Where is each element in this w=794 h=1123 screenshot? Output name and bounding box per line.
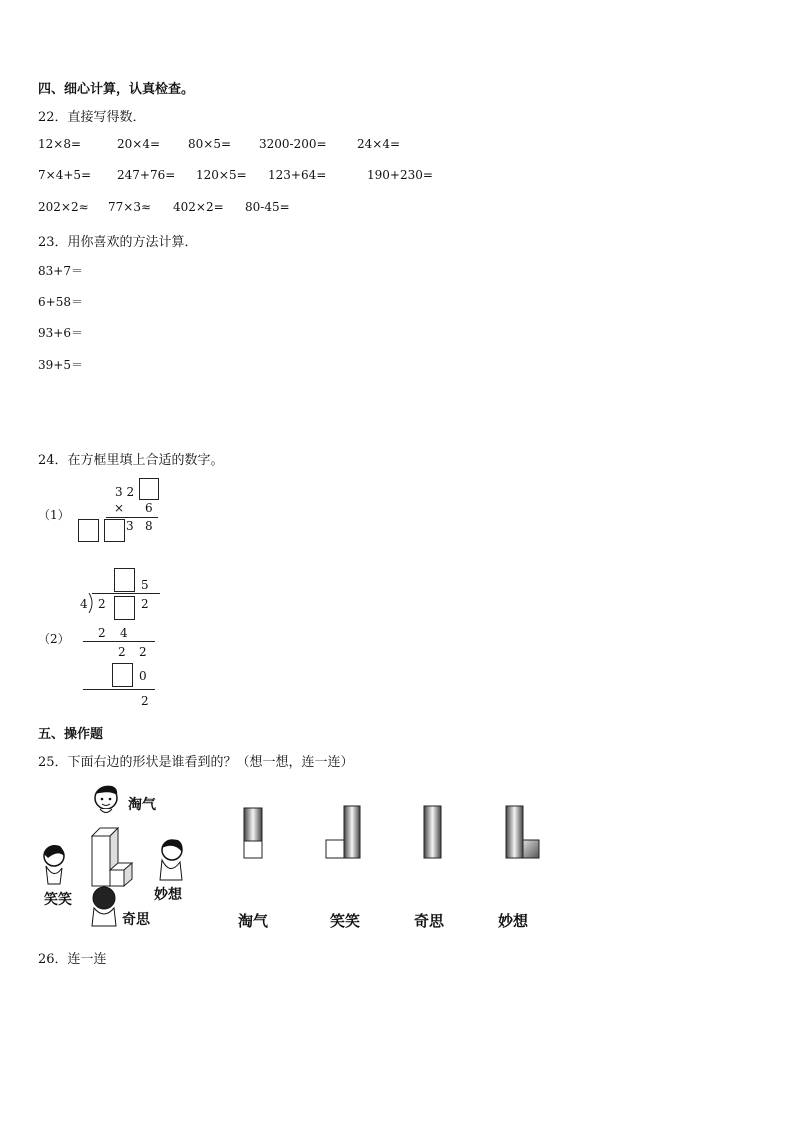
q22-r2-3: 120×5= xyxy=(196,168,247,182)
q22-r1-4: 3200-200= xyxy=(259,137,327,151)
view-label-4: 妙想 xyxy=(498,912,529,930)
kid-miaoxiang-figure xyxy=(160,840,183,880)
q22-r1-2: 20×4= xyxy=(117,137,161,151)
q22-r3-2: 77×3≈ xyxy=(108,200,152,214)
q24-p2-rem1-2b: 2 xyxy=(139,645,147,659)
q24-p2-sub2-0: 0 xyxy=(139,669,147,683)
q22-r1-1: 12×8= xyxy=(38,137,82,151)
q24-p1-blank-2[interactable] xyxy=(104,519,125,542)
q25-title: 25．下面右边的形状是谁看到的？（想一想，连一连） xyxy=(38,755,354,770)
q23-item-1: 83+7＝ xyxy=(38,264,83,278)
section-5-heading: 五、操作题 xyxy=(38,727,104,742)
q24-p2-dividend-2: 2 xyxy=(98,597,106,611)
q23-item-2: 6+58＝ xyxy=(38,295,83,309)
q24-p2-rem1-2a: 2 xyxy=(118,645,126,659)
q24-p1-blank-1[interactable] xyxy=(78,519,99,542)
q24-p2-divisor: 4 xyxy=(80,597,88,611)
q22-r2-5: 190+230= xyxy=(367,168,433,182)
q24-p2-remainder: 2 xyxy=(141,694,149,708)
kid-label-qisi: 奇思 xyxy=(122,912,150,928)
q22-title: 22．直接写得数． xyxy=(38,110,146,125)
view-3-shape xyxy=(424,806,441,858)
view-4-shape xyxy=(506,806,539,858)
q24-p2-division-bracket xyxy=(88,593,96,613)
q24-p2-sub1-2: 2 xyxy=(98,626,106,640)
q24-p2-blank-dividend[interactable] xyxy=(114,596,135,620)
q24-p1-top-digits: 3 2 xyxy=(115,485,135,499)
kid-label-taoqi: 淘气 xyxy=(128,797,156,813)
q25-views xyxy=(230,800,560,866)
view-1-shape xyxy=(244,808,262,858)
kid-xiaoxiao-figure xyxy=(44,845,64,884)
q22-r2-2: 247+76= xyxy=(117,168,176,182)
q24-p1-blank-top[interactable] xyxy=(139,478,159,500)
q22-r3-4: 80-45= xyxy=(245,200,290,214)
kid-qisi-figure xyxy=(92,887,116,926)
q23-item-4: 39+5＝ xyxy=(38,358,83,372)
q23-title: 23．用你喜欢的方法计算． xyxy=(38,235,198,250)
view-label-3: 奇思 xyxy=(414,912,445,930)
q24-p2-blank-sub2[interactable] xyxy=(112,663,133,687)
view-label-1: 淘气 xyxy=(238,912,269,930)
view-label-2: 笑笑 xyxy=(330,912,361,930)
q24-p2-division-bar xyxy=(92,593,160,594)
q24-p2-rule-2 xyxy=(83,689,155,690)
q24-p2-quotient-5: 5 xyxy=(141,578,149,592)
q24-p2-sub1-4: 4 xyxy=(120,626,128,640)
small-cube xyxy=(110,863,132,886)
q22-r1-3: 80×5= xyxy=(188,137,232,151)
q22-r2-1: 7×4+5= xyxy=(38,168,92,182)
q22-r3-3: 402×2= xyxy=(173,200,224,214)
q24-p1-label: （1） xyxy=(38,508,70,522)
q24-p2-blank-quotient[interactable] xyxy=(114,568,135,592)
q24-p1-rule xyxy=(106,517,158,518)
q23-item-3: 93+6＝ xyxy=(38,326,83,340)
q22-r2-4: 123+64= xyxy=(268,168,327,182)
q24-p2-rule-1 xyxy=(83,641,155,642)
q24-title: 24．在方框里填上合适的数字。 xyxy=(38,453,224,468)
q24-p1-multiplier: 6 xyxy=(145,501,153,515)
q26-title: 26．连一连 xyxy=(38,952,107,967)
q22-r1-5: 24×4= xyxy=(357,137,401,151)
view-2-shape xyxy=(326,806,360,858)
q24-p2-label: （2） xyxy=(38,632,70,646)
q24-p1-result-3: 3 xyxy=(126,519,134,533)
q24-p1-result-8: 8 xyxy=(145,519,153,533)
kid-label-miaoxiang: 妙想 xyxy=(154,887,182,903)
q24-p2-dividend-last: 2 xyxy=(141,597,149,611)
q24-p1-times: × xyxy=(114,501,125,515)
kid-label-xiaoxiao: 笑笑 xyxy=(44,892,72,908)
section-4-heading: 四、细心计算，认真检查。 xyxy=(38,82,195,97)
q22-r3-1: 202×2≈ xyxy=(38,200,89,214)
kid-taoqi-figure xyxy=(95,786,117,813)
